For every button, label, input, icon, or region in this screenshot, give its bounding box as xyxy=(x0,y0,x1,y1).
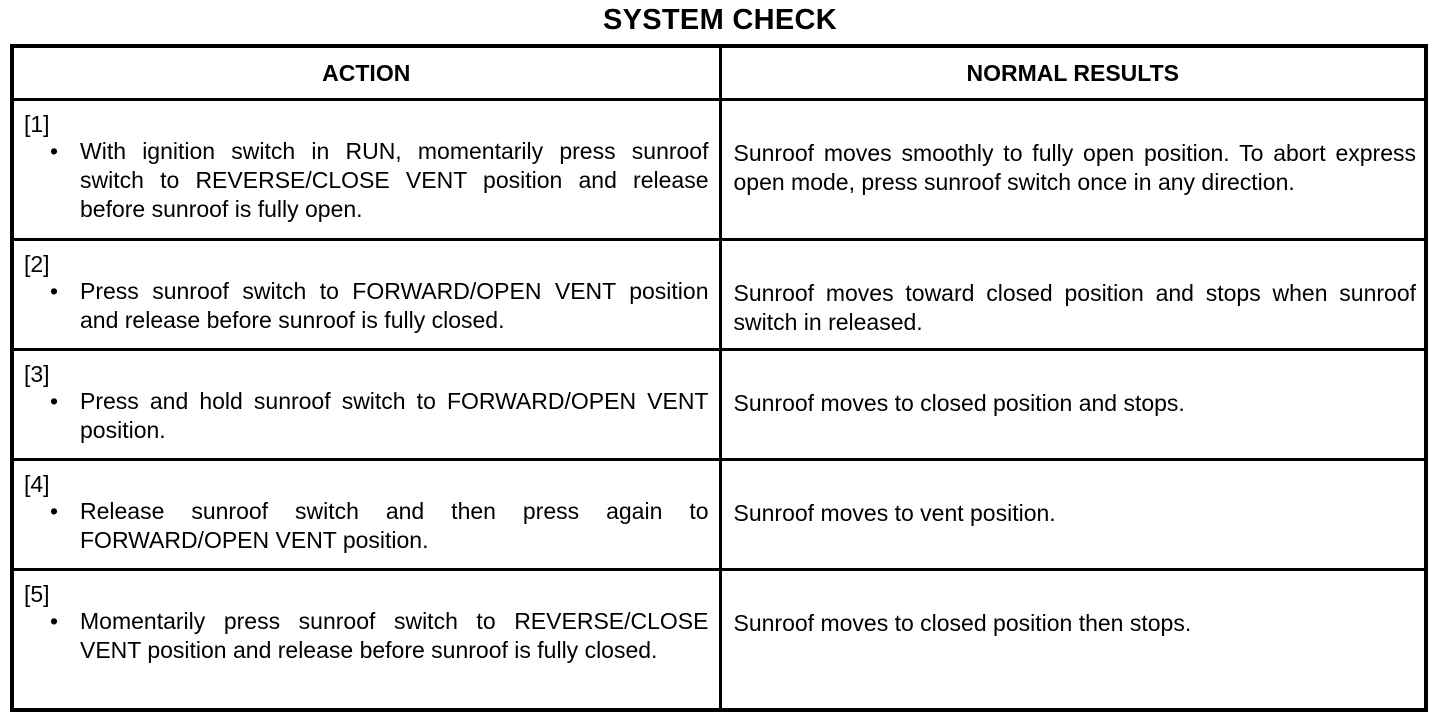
action-cell xyxy=(12,570,720,710)
result-cell xyxy=(720,100,1426,240)
result-cell xyxy=(720,570,1426,710)
column-header-action: ACTION xyxy=(12,46,720,100)
bullet-icon: • xyxy=(50,388,59,414)
result-text: Sunroof moves to vent position. xyxy=(733,500,1056,526)
bullet-icon: • xyxy=(50,278,59,304)
action-cell xyxy=(12,350,720,460)
result-cell xyxy=(720,460,1426,570)
bullet-icon: • xyxy=(50,498,59,524)
step-number: [4] xyxy=(24,471,50,497)
page-title: SYSTEM CHECK xyxy=(602,4,837,36)
bullet-icon: • xyxy=(50,608,59,634)
table-row xyxy=(12,100,1426,240)
bullet-icon: • xyxy=(50,138,59,164)
step-number: [3] xyxy=(24,361,50,387)
table-row xyxy=(12,350,1426,460)
action-text: Press sunroof switch to FORWARD/OPEN VENT position and release before sunroof is fully closed. xyxy=(80,278,709,333)
system-check-table xyxy=(10,44,1428,712)
step-number: [1] xyxy=(24,111,50,137)
result-text: Sunroof moves toward closed position and stops when sunroof switch in released. xyxy=(733,280,1416,335)
step-number: [5] xyxy=(24,581,50,607)
result-cell xyxy=(720,240,1426,350)
action-text: Press and hold sunroof switch to FORWARD/OPEN VENT position. xyxy=(80,388,709,443)
table-row xyxy=(12,240,1426,350)
result-cell xyxy=(720,350,1426,460)
result-text: Sunroof moves smoothly to fully open position. To abort express open mode, press sunroof switch once in any direction. xyxy=(733,140,1416,195)
step-number: [2] xyxy=(24,251,50,277)
table-header-row xyxy=(12,46,1426,100)
action-cell xyxy=(12,460,720,570)
action-cell xyxy=(12,240,720,350)
action-text: With ignition switch in RUN, momentarily press sunroof switch to REVERSE/CLOSE VENT position and release before sunroof is fully open. xyxy=(80,138,709,222)
action-cell xyxy=(12,100,720,240)
table-row xyxy=(12,570,1426,710)
action-text: Release sunroof switch and then press again to FORWARD/OPEN VENT position. xyxy=(80,498,709,553)
action-text: Momentarily press sunroof switch to REVERSE/CLOSE VENT position and release before sunroof is fully closed. xyxy=(80,608,709,663)
result-text: Sunroof moves to closed position and stops. xyxy=(733,390,1185,416)
column-header-normal-results: NORMAL RESULTS xyxy=(720,46,1426,100)
table-row xyxy=(12,460,1426,570)
result-text: Sunroof moves to closed position then stops. xyxy=(733,610,1192,636)
